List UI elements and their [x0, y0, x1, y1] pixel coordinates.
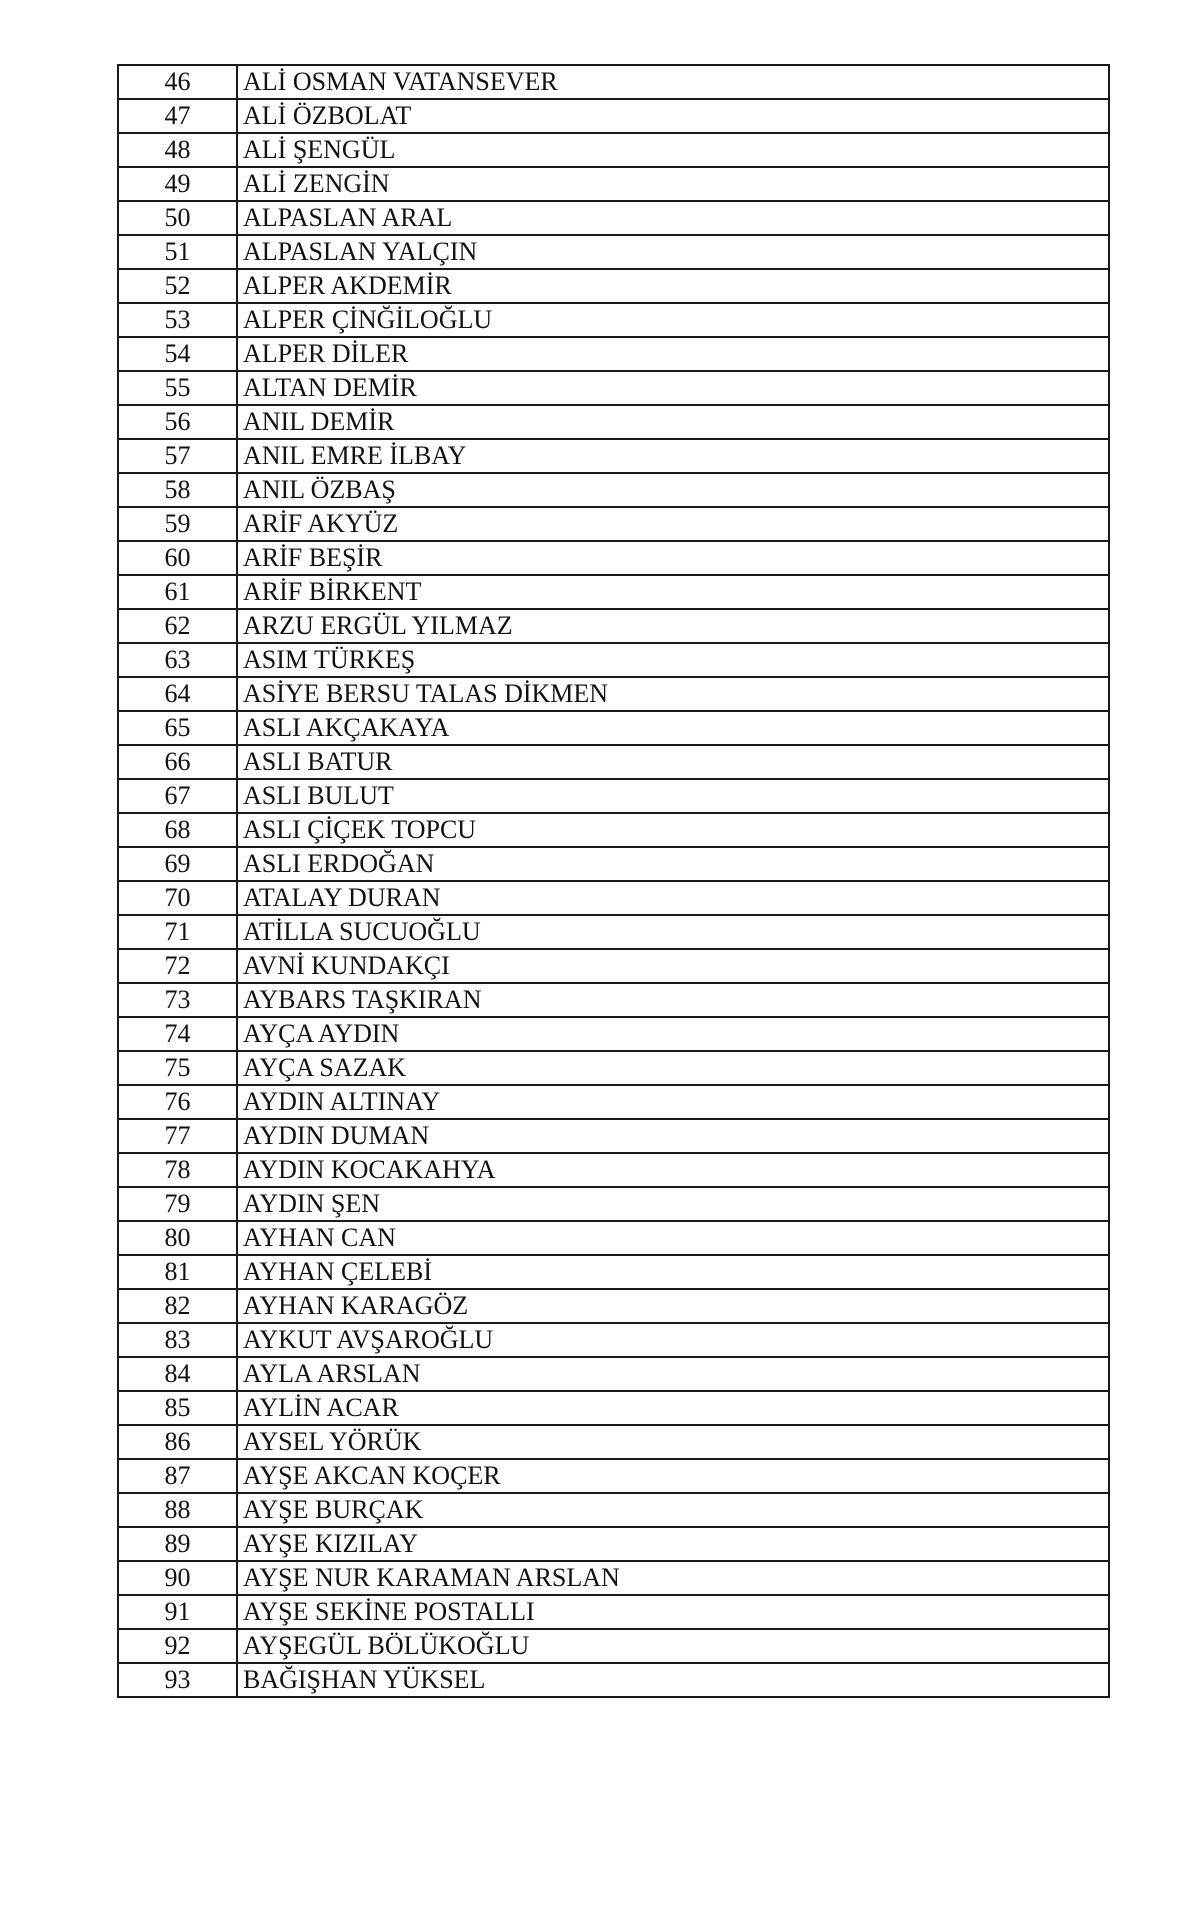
row-number: 69: [118, 847, 237, 881]
person-name: AYŞEGÜL BÖLÜKOĞLU: [237, 1629, 1109, 1663]
person-name: ASIM TÜRKEŞ: [237, 643, 1109, 677]
table-row: [118, 1051, 1109, 1085]
person-name: ASLI AKÇAKAYA: [237, 711, 1109, 745]
row-number: 72: [118, 949, 237, 983]
table-row: [118, 473, 1109, 507]
table-row: [118, 1085, 1109, 1119]
row-number: 51: [118, 235, 237, 269]
table-row: [118, 235, 1109, 269]
table-row: [118, 1187, 1109, 1221]
row-number: 62: [118, 609, 237, 643]
table-row: [118, 439, 1109, 473]
person-name: ATALAY DURAN: [237, 881, 1109, 915]
person-name: ALİ ZENGİN: [237, 167, 1109, 201]
row-number: 66: [118, 745, 237, 779]
table-row: [118, 1595, 1109, 1629]
row-number: 74: [118, 1017, 237, 1051]
person-name: AYŞE BURÇAK: [237, 1493, 1109, 1527]
row-number: 77: [118, 1119, 237, 1153]
row-number: 56: [118, 405, 237, 439]
row-number: 64: [118, 677, 237, 711]
person-name: AYDIN DUMAN: [237, 1119, 1109, 1153]
row-number: 52: [118, 269, 237, 303]
table-row: [118, 1493, 1109, 1527]
row-number: 59: [118, 507, 237, 541]
table-row: [118, 65, 1109, 99]
table-row: [118, 677, 1109, 711]
table-row: [118, 1255, 1109, 1289]
person-name: BAĞIŞHAN YÜKSEL: [237, 1663, 1109, 1697]
row-number: 76: [118, 1085, 237, 1119]
person-name: AVNİ KUNDAKÇI: [237, 949, 1109, 983]
table-row: [118, 1221, 1109, 1255]
row-number: 50: [118, 201, 237, 235]
table-row: [118, 337, 1109, 371]
person-name: AYŞE KIZILAY: [237, 1527, 1109, 1561]
row-number: 83: [118, 1323, 237, 1357]
row-number: 86: [118, 1425, 237, 1459]
row-number: 53: [118, 303, 237, 337]
table-row: [118, 371, 1109, 405]
person-name: AYDIN ŞEN: [237, 1187, 1109, 1221]
row-number: 65: [118, 711, 237, 745]
row-number: 63: [118, 643, 237, 677]
row-number: 90: [118, 1561, 237, 1595]
row-number: 58: [118, 473, 237, 507]
table-row: [118, 1323, 1109, 1357]
person-name: ARİF AKYÜZ: [237, 507, 1109, 541]
table-row: [118, 1425, 1109, 1459]
person-name: AYKUT AVŞAROĞLU: [237, 1323, 1109, 1357]
table-row: [118, 269, 1109, 303]
person-name: ASLI ÇİÇEK TOPCU: [237, 813, 1109, 847]
row-number: 89: [118, 1527, 237, 1561]
table-row: [118, 1629, 1109, 1663]
table-row: [118, 915, 1109, 949]
table-row: [118, 167, 1109, 201]
table-row: [118, 643, 1109, 677]
name-list-table: [117, 64, 1110, 1698]
table-row: [118, 133, 1109, 167]
row-number: 91: [118, 1595, 237, 1629]
person-name: AYŞE AKCAN KOÇER: [237, 1459, 1109, 1493]
table-row: [118, 1663, 1109, 1697]
table-row: [118, 1289, 1109, 1323]
table-row: [118, 949, 1109, 983]
person-name: ASLI BATUR: [237, 745, 1109, 779]
row-number: 92: [118, 1629, 237, 1663]
row-number: 48: [118, 133, 237, 167]
person-name: AYÇA SAZAK: [237, 1051, 1109, 1085]
name-list-body: [118, 65, 1109, 1697]
table-row: [118, 575, 1109, 609]
row-number: 81: [118, 1255, 237, 1289]
table-row: [118, 813, 1109, 847]
person-name: ALİ ŞENGÜL: [237, 133, 1109, 167]
table-row: [118, 201, 1109, 235]
person-name: ALPASLAN ARAL: [237, 201, 1109, 235]
person-name: AYLA ARSLAN: [237, 1357, 1109, 1391]
table-row: [118, 405, 1109, 439]
table-row: [118, 983, 1109, 1017]
table-row: [118, 1459, 1109, 1493]
row-number: 55: [118, 371, 237, 405]
row-number: 75: [118, 1051, 237, 1085]
person-name: ALİ OSMAN VATANSEVER: [237, 65, 1109, 99]
person-name: AYBARS TAŞKIRAN: [237, 983, 1109, 1017]
person-name: AYDIN ALTINAY: [237, 1085, 1109, 1119]
person-name: ASLI ERDOĞAN: [237, 847, 1109, 881]
row-number: 70: [118, 881, 237, 915]
person-name: ARZU ERGÜL YILMAZ: [237, 609, 1109, 643]
person-name: ALPER ÇİNĞİLOĞLU: [237, 303, 1109, 337]
row-number: 80: [118, 1221, 237, 1255]
row-number: 84: [118, 1357, 237, 1391]
table-row: [118, 881, 1109, 915]
row-number: 46: [118, 65, 237, 99]
person-name: AYŞE NUR KARAMAN ARSLAN: [237, 1561, 1109, 1595]
row-number: 57: [118, 439, 237, 473]
table-row: [118, 1391, 1109, 1425]
table-row: [118, 541, 1109, 575]
person-name: ANIL EMRE İLBAY: [237, 439, 1109, 473]
person-name: ATİLLA SUCUOĞLU: [237, 915, 1109, 949]
person-name: AYLİN ACAR: [237, 1391, 1109, 1425]
person-name: ARİF BİRKENT: [237, 575, 1109, 609]
person-name: ALPER DİLER: [237, 337, 1109, 371]
table-row: [118, 847, 1109, 881]
row-number: 79: [118, 1187, 237, 1221]
table-row: [118, 609, 1109, 643]
row-number: 67: [118, 779, 237, 813]
table-row: [118, 1561, 1109, 1595]
person-name: ALİ ÖZBOLAT: [237, 99, 1109, 133]
table-row: [118, 779, 1109, 813]
person-name: ASİYE BERSU TALAS DİKMEN: [237, 677, 1109, 711]
row-number: 87: [118, 1459, 237, 1493]
table-row: [118, 1119, 1109, 1153]
person-name: ALTAN DEMİR: [237, 371, 1109, 405]
person-name: AYSEL YÖRÜK: [237, 1425, 1109, 1459]
table-row: [118, 1153, 1109, 1187]
table-row: [118, 1017, 1109, 1051]
table-row: [118, 711, 1109, 745]
person-name: AYHAN CAN: [237, 1221, 1109, 1255]
row-number: 49: [118, 167, 237, 201]
table-row: [118, 507, 1109, 541]
row-number: 71: [118, 915, 237, 949]
row-number: 47: [118, 99, 237, 133]
person-name: ARİF BEŞİR: [237, 541, 1109, 575]
table-row: [118, 303, 1109, 337]
row-number: 88: [118, 1493, 237, 1527]
person-name: AYHAN KARAGÖZ: [237, 1289, 1109, 1323]
row-number: 85: [118, 1391, 237, 1425]
person-name: ANIL DEMİR: [237, 405, 1109, 439]
row-number: 68: [118, 813, 237, 847]
row-number: 73: [118, 983, 237, 1017]
row-number: 93: [118, 1663, 237, 1697]
person-name: ANIL ÖZBAŞ: [237, 473, 1109, 507]
row-number: 61: [118, 575, 237, 609]
table-row: [118, 1357, 1109, 1391]
person-name: AYHAN ÇELEBİ: [237, 1255, 1109, 1289]
person-name: AYÇA AYDIN: [237, 1017, 1109, 1051]
row-number: 60: [118, 541, 237, 575]
row-number: 82: [118, 1289, 237, 1323]
row-number: 78: [118, 1153, 237, 1187]
table-row: [118, 99, 1109, 133]
person-name: ALPASLAN YALÇIN: [237, 235, 1109, 269]
row-number: 54: [118, 337, 237, 371]
person-name: AYŞE SEKİNE POSTALLI: [237, 1595, 1109, 1629]
person-name: ALPER AKDEMİR: [237, 269, 1109, 303]
person-name: AYDIN KOCAKAHYA: [237, 1153, 1109, 1187]
person-name: ASLI BULUT: [237, 779, 1109, 813]
table-row: [118, 745, 1109, 779]
table-row: [118, 1527, 1109, 1561]
